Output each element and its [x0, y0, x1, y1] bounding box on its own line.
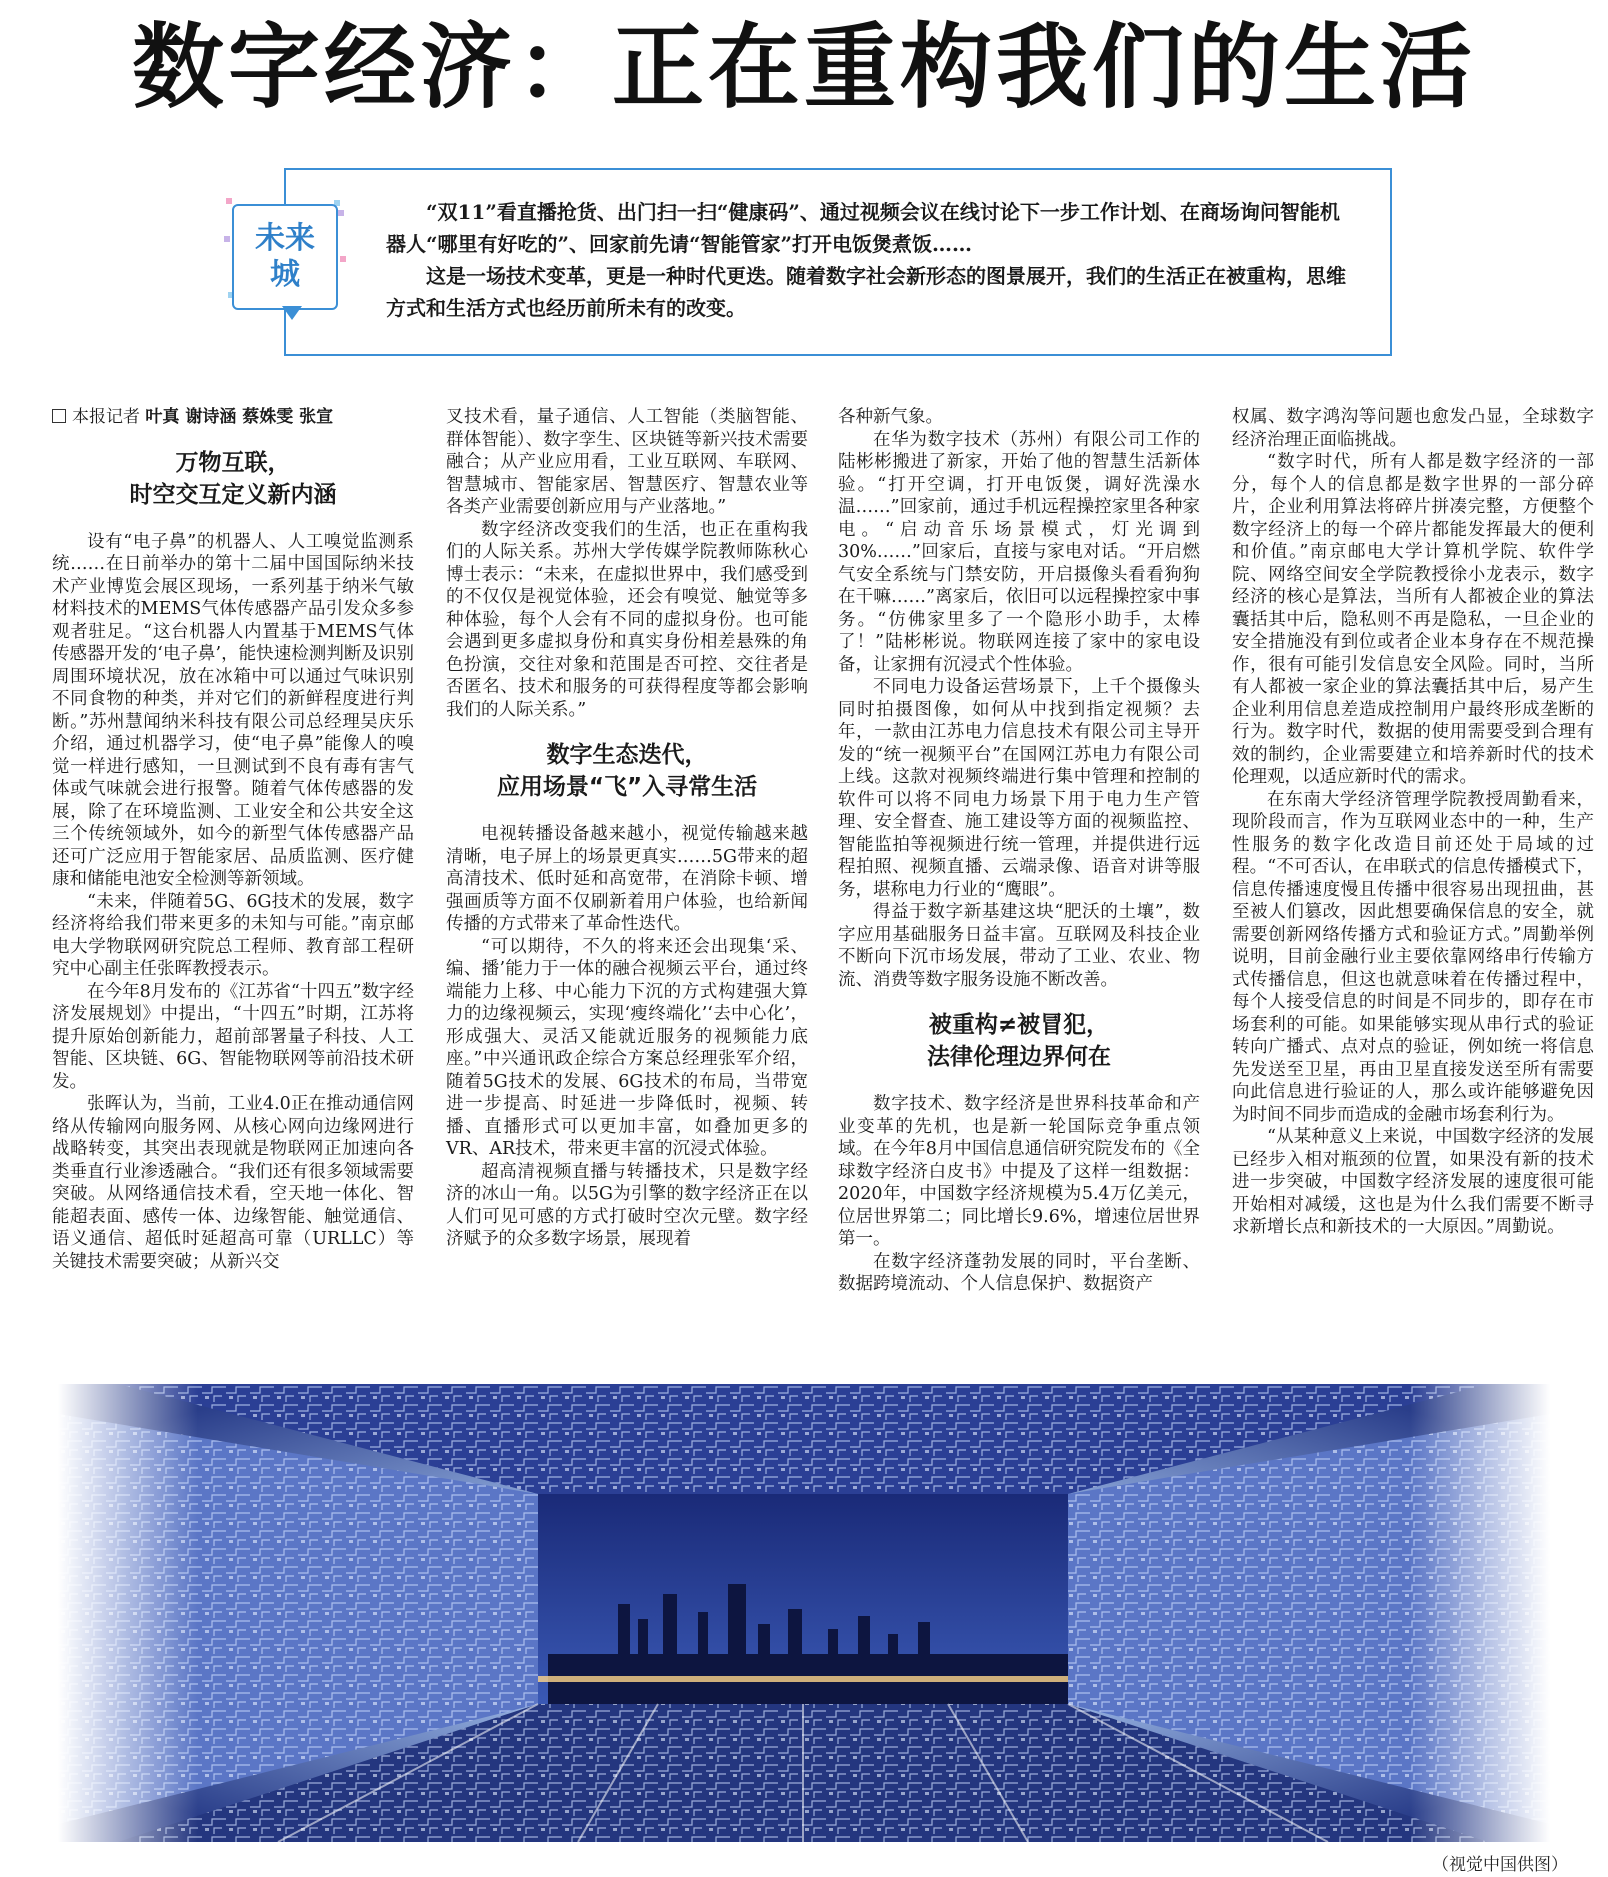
article-column-4: [1232, 406, 1594, 1239]
paragraph: 设有“电子鼻”的机器人、人工嗅觉监测系统……在日前举办的第十二届中国国际纳米技术产业博览会展区现场，一系列基于纳米气敏材料技术的MEMS气体传感器产品引发众多参观者驻足。“这台机器人内置基于MEMS气体传感器开发的‘电子鼻’，能快速检测判断及识别周围环境状况，放在冰箱中可以通过气味识别不同食物的种类，并对它们的新鲜程度进行判断。”苏州慧闻纳米科技有限公司总经理吴庆乐介绍，通过机器学习，使“电子鼻”能像人的嗅觉一样进行感知，一旦测试到不良有毒有害气体或气味就会进行报警。随着气体传感器的发展，除了在环境监测、工业安全和公共安全这三个传统领域外，如今的新型气体传感器产品还可广泛应用于智能家居、品质监测、医疗健康和储能电池安全检测等新领域。: [52, 531, 414, 889]
badge-line1: 未来: [255, 221, 315, 256]
subhead-line: 万物互联，: [175, 449, 291, 476]
intro-paragraph: 这是一场技术变革，更是一种时代更迭。随着数字社会新形态的图景展开，我们的生活正在被重构，思维方式和生活方式也经历前所未有的改变。: [386, 264, 1346, 320]
section-subhead: [52, 447, 414, 511]
paragraph: 超高清视频直播与转播技术，只是数字经济的冰山一角。以5G为引擎的数字经济正在以人们可见可感的方式打破时空次元壁。数字经济赋予的众多数字场景，展现着: [446, 1161, 808, 1249]
subhead-line: 时空交互定义新内涵: [129, 481, 337, 508]
paragraph: “未来，伴随着5G、6G技术的发展，数字经济将给我们带来更多的未知与可能。”南京邮电大学物联网研究院总工程师、教育部工程研究中心副主任张晖教授表示。: [52, 891, 414, 979]
subhead-line: 被重构≠被冒犯，: [928, 1012, 1110, 1038]
subhead-line: 法律伦理边界何在: [927, 1044, 1111, 1070]
intro-box-gap: [284, 160, 324, 162]
byline: [52, 406, 414, 429]
badge-line2: 城: [270, 257, 300, 292]
subhead-line: 数字生态迭代，: [546, 742, 708, 768]
badge-tail: [282, 306, 302, 320]
paragraph: 各种新气象。: [838, 407, 943, 427]
byline-names: 叶真 谢诗涵 蔡姝雯 张宣: [145, 407, 334, 427]
paragraph: 叉技术看，量子通信、人工智能（类脑智能、群体智能）、数字孪生、区块链等新兴技术需要融合；从产业应用看，工业互联网、车联网、智慧城市、智能家居、智慧医疗、智慧农业等各类产业需要创新应用与产业落地。”: [446, 407, 808, 517]
paragraph: 在东南大学经济管理学院教授周勤看来，现阶段而言，作为互联网业态中的一种，生产性服务的数字化改造目前还处于局域的过程。“不可否认，在串联式的信息传播模式下，信息传播速度慢且传播中很容易出现扭曲，甚至被人们篡改，因此想要确保信息的安全，就需要创新网络传播方式和验证方式。”周勤举例说明，目前金融行业主要依靠网络串行传输方式传播信息，但这也就意味着在传播过程中，每个人接受信息的时间是不同步的，即存在市场套利的可能。如果能够实现从串行式的验证转向广播式、点对点的验证，例如统一将信息先发送至卫星，再由卫星直接发送至所有需要向此信息进行验证的人，那么或许能够避免因为时间不同步而造成的金融市场套利行为。: [1232, 789, 1594, 1125]
future-city-badge: [232, 204, 338, 310]
paragraph: 张晖认为，当前，工业4.0正在推动通信网络从传输网向服务网、从核心网向边缘网进行战略转变，其突出表现就是物联网正加速向各类垂直行业渗透融合。“我们还有很多领域需要突破。从网络通信技术看，空天地一体化、智能超表面、感传一体、边缘智能、触觉通信、语义通信、超低时延超高可靠（URLLC）等关键技术需要突破；从新兴交: [52, 1094, 414, 1272]
paragraph: 电视转播设备越来越小，视觉传输越来越清晰，电子屏上的场景更真实……5G带来的超高清技术、低时延和高宽带，在消除卡顿、增强画质等方面不仅刷新着用户体验，也给新闻传播的方式带来了革命性迭代。: [446, 824, 808, 934]
section-subhead: [446, 739, 808, 803]
paragraph: “从某种意义上来说，中国数字经济的发展已经步入相对瓶颈的位置，如果没有新的技术进一步突破，中国数字经济发展的速度很可能开始相对减缓，这也是为什么我们需要不断寻求新增长点和新技术的一大原因。”周勤说。: [1232, 1127, 1594, 1237]
photo-credit: （视觉中国供图）: [1432, 1855, 1568, 1875]
square-icon: [52, 409, 66, 423]
paragraph: 数字经济改变我们的生活，也正在重构我们的人际关系。苏州大学传媒学院教师陈秋心博士表示：“未来，在虚拟世界中，我们感受到的不仅仅是视觉体验，还会有嗅觉、触觉等多种体验，每个人会有不同的虚拟身份。也可能会遇到更多虚拟身份和真实身份相差悬殊的角色扮演，交往对象和范围是否可控、交往者是否匿名、技术和服务的可获得程度等都会影响我们的人际关系。”: [446, 519, 808, 720]
paragraph: 权属、数字鸿沟等问题也愈发凸显，全球数字经济治理正面临挑战。: [1232, 407, 1594, 450]
article-column-3: [838, 406, 1200, 1296]
paragraph: 数字技术、数字经济是世界科技革命和产业变革的先机，也是新一轮国际竞争重点领域。在今年8月中国信息通信研究院发布的《全球数字经济白皮书》中提及了这样一组数据：2020年，中国数字经济规模为5.4万亿美元，位居世界第二；同比增长9.6%，增速位居世界第一。: [838, 1094, 1200, 1249]
page-headline: 数字经济：正在重构我们的生活: [131, 14, 1476, 121]
paragraph: “数字时代，所有人都是数字经济的一部分，每个人的信息都是数字世界的一部分碎片，企业利用算法将碎片拼凑完整，方便整个数字经济上的每一个碎片都能发挥最大的便利和价值。”南京邮电大学计算机学院、软件学院、网络空间安全学院教授徐小龙表示，数字经济的核心是算法，当所有人都被企业的算法囊括其中后，隐私则不再是隐私，一旦企业的安全措施没有到位或者企业本身存在不规范操作，很有可能引发信息安全风险。同时，当所有人都被一家企业的算法囊括其中后，易产生企业利用信息差造成控制用户最终形成垄断的行为。数字时代，数据的使用需要受到合理有效的制约，企业需要建立和培养新时代的技术伦理观，以适应新时代的需求。: [1232, 452, 1594, 787]
intro-text: [386, 196, 1352, 324]
paragraph: 得益于数字新基建这块“肥沃的土壤”，数字应用基础服务日益丰富。互联网及科技企业不断向下沉市场发展，带动了工业、农业、物流、消费等数字服务设施不断改善。: [838, 902, 1200, 990]
paragraph: 在今年8月发布的《江苏省“十四五”数字经济发展规划》中提出，“十四五”时期，江苏将提升原始创新能力，超前部署量子科技、人工智能、区块链、6G、智能物联网等前沿技术研发。: [52, 981, 414, 1092]
paragraph: 在华为数字技术（苏州）有限公司工作的陆彬彬搬进了新家，开始了他的智慧生活新体验。“打开空调，打开电饭煲，调好洗澡水温……”回家前，通过手机远程操控家里各种家电。“启动音乐场景模式，灯光调到30%……”回家后，直接与家电对话。“开启燃气安全系统与门禁安防，开启摄像头看看狗狗在干嘛……”离家后，依旧可以远程操控家中事务。“仿佛家里多了一个隐形小助手，太棒了！”陆彬彬说。物联网连接了家中的家电设备，让家拥有沉浸式个性体验。: [838, 429, 1200, 675]
paragraph: 不同电力设备运营场景下，上千个摄像头同时拍摄图像，如何从中找到指定视频？去年，一款由江苏电力信息技术有限公司主导开发的“统一视频平台”在国网江苏电力有限公司上线。这款对视频终端进行集中管理和控制的软件可以将不同电力场景下用于电力生产管理、安全督查、施工建设等方面的视频监控、智能监拍等视频进行统一管理，并提供进行远程拍照、视频直播、云端录像、语音对讲等服务，堪称电力行业的“鹰眼”。: [838, 677, 1200, 900]
subhead-line: 应用场景“飞”入寻常生活: [496, 774, 758, 800]
section-subhead: [838, 1009, 1200, 1073]
digital-tunnel-illustration: [58, 1384, 1550, 1842]
intro-paragraph: “双11”看直播抢货、出门扫一扫“健康码”、通过视频会议在线讨论下一步工作计划、在商场询问智能机器人“哪里有好吃的”、回家前先请“智能管家”打开电饭煲煮饭……: [386, 200, 1340, 256]
article-column-2: [446, 406, 808, 1251]
byline-prefix: 本报记者: [72, 407, 140, 427]
paragraph: 在数字经济蓬勃发展的同时，平台垄断、数据跨境流动、个人信息保护、数据资产: [838, 1251, 1200, 1294]
article-column-1: [52, 406, 414, 1273]
paragraph: “可以期待，不久的将来还会出现集‘采、编、播’能力于一体的融合视频云平台，通过终端能力上移、中心能力下沉的方式构建强大算力的边缘视频云，实现‘瘦终端化’‘去中心化’，形成强大、灵活又能就近服务的视频能力底座。”中兴通讯政企综合方案总经理张军介绍，随着5G技术的发展、6G技术的布局，当带宽进一步提高、时延进一步降低时，视频、转播、直播形式可以更加丰富，如叠加更多的VR、AR技术，带来更丰富的沉浸式体验。: [446, 936, 808, 1159]
